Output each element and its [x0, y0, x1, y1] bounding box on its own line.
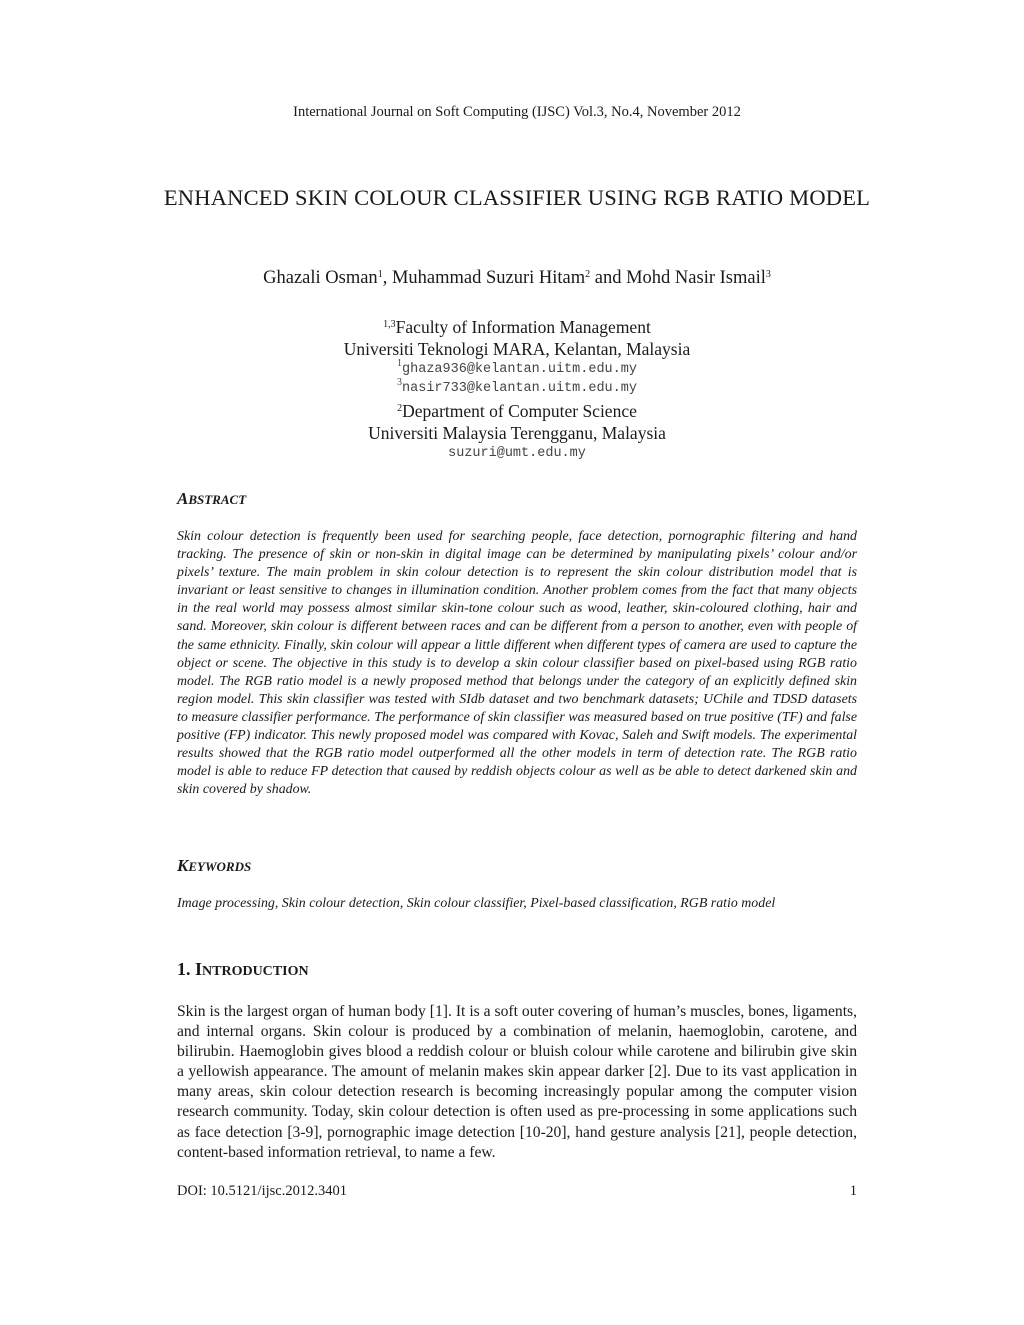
abstract-heading-initial: A: [177, 489, 189, 508]
author-list: [0, 268, 1024, 289]
introduction-heading-initial: I: [195, 959, 203, 979]
keywords-heading-initial: K: [177, 856, 189, 875]
abstract-text: Skin colour detection is frequently been used for searching people, face detection, pornographic filtering and hand tracking. The presence of skin or non-skin in digital image can be determined by manipulating pixels’ colour and/or pixels’ texture. The main problem in skin colour detection is to represent the skin colour distribution model that is invariant or least sensitive to changes in illumination condition. Another problem comes from the fact that many objects in the real world may possess almost similar skin-tone colour such as wood, leather, skin-coloured clothing, hair and sand. Moreover, skin colour is different between races and can be different from a person to another, even with people of the same ethnicity. Finally, skin colour will appear a little different when different types of camera are used to capture the object or scene. The objective in this study is to develop a skin colour classifier based on pixel-based using RGB ratio model. The RGB ratio model is a newly proposed method that belongs under the category of an explicitly defined skin region model. This skin classifier was tested with SIdb dataset and two benchmark datasets; UChile and TDSD datasets to measure classifier performance. The performance of skin classifier was measured based on true positive (TF) and false positive (FP) indicator. This newly proposed model was compared with Kovac, Saleh and Swift models. The experimental results showed that the RGB ratio model outperformed all the other models in term of detection rate. The RGB ratio model is able to reduce FP detection that caused by reddish objects colour as well as be able to detect darkened skin and skin covered by shadow.: [177, 529, 857, 798]
paper-title: ENHANCED SKIN COLOUR CLASSIFIER USING RGB RATIO MODEL: [163, 185, 871, 210]
author-affil-sup: 3: [765, 269, 771, 280]
abstract-heading: [177, 489, 246, 509]
author-name: Ghazali Osman: [263, 268, 378, 288]
author-separator: and: [590, 268, 627, 288]
faculty-line: [0, 316, 1024, 338]
email-line-3: [0, 379, 1024, 398]
keywords-heading: [177, 856, 251, 876]
doi[interactable]: DOI: 10.5121/ijsc.2012.3401: [177, 1183, 347, 1199]
introduction-heading: [177, 959, 309, 980]
introduction-text: Skin is the largest organ of human body [1]. It is a soft outer covering of human’s muscles, bones, ligaments, and internal organs. Skin colour is produced by a combination of melanin, haemoglobin, carotene, and bilirubin. Haemoglobin gives blood a reddish colour or bluish colour while carotene and bilirubin give skin a yellowish appearance. The amount of melanin makes skin appear darker [2]. Due to its vast application in many areas, skin colour detection research is becoming increasingly popular among the computer vision research community. Today, skin colour detection is often used as pre-processing in some applications such as face detection [3-9], pornographic image detection [10-20], hand gesture analysis [21], people detection, content-based information retrieval, to name a few.: [177, 1003, 857, 1161]
university-2: Universiti Malaysia Terengganu, Malaysia: [368, 423, 666, 443]
email-line-1: [0, 360, 1024, 379]
author-separator: ,: [382, 268, 392, 288]
keywords-heading-rest: EYWORDS: [188, 859, 252, 874]
page-number: 1: [849, 1183, 857, 1199]
running-head: International Journal on Soft Computing (IJSC) Vol.3, No.4, November 2012: [293, 104, 741, 120]
author-affil-sup: 1: [377, 269, 383, 280]
author-affil-sup: 2: [585, 269, 591, 280]
author-name: Muhammad Suzuri Hitam: [391, 268, 586, 288]
email-1-sup: 1: [397, 358, 403, 369]
affiliations: [0, 316, 1024, 463]
faculty-name: Faculty of Information Management: [395, 317, 651, 337]
email-1[interactable]: ghaza936@kelantan.uitm.edu.my: [402, 362, 637, 377]
email-3-sup: 3: [397, 377, 403, 388]
university-1: Universiti Teknologi MARA, Kelantan, Malaysia: [343, 339, 691, 359]
author-name: Mohd Nasir Ismail: [626, 268, 766, 288]
department-sup: 2: [397, 403, 403, 414]
abstract-heading-rest: BSTRACT: [188, 492, 247, 507]
faculty-sup: 1,3: [383, 319, 396, 330]
keywords-text: Image processing, Skin colour detection, Skin colour classifier, Pixel-based classification, RGB ratio model: [177, 896, 776, 911]
page-footer: [177, 1183, 857, 1200]
introduction-heading-rest: NTRODUCTION: [202, 964, 309, 979]
section-number: 1.: [177, 959, 195, 979]
department-name: Department of Computer Science: [402, 401, 637, 421]
email-2[interactable]: suzuri@umt.edu.my: [448, 446, 586, 461]
email-3[interactable]: nasir733@kelantan.uitm.edu.my: [402, 381, 637, 396]
department-line: [0, 400, 1024, 422]
